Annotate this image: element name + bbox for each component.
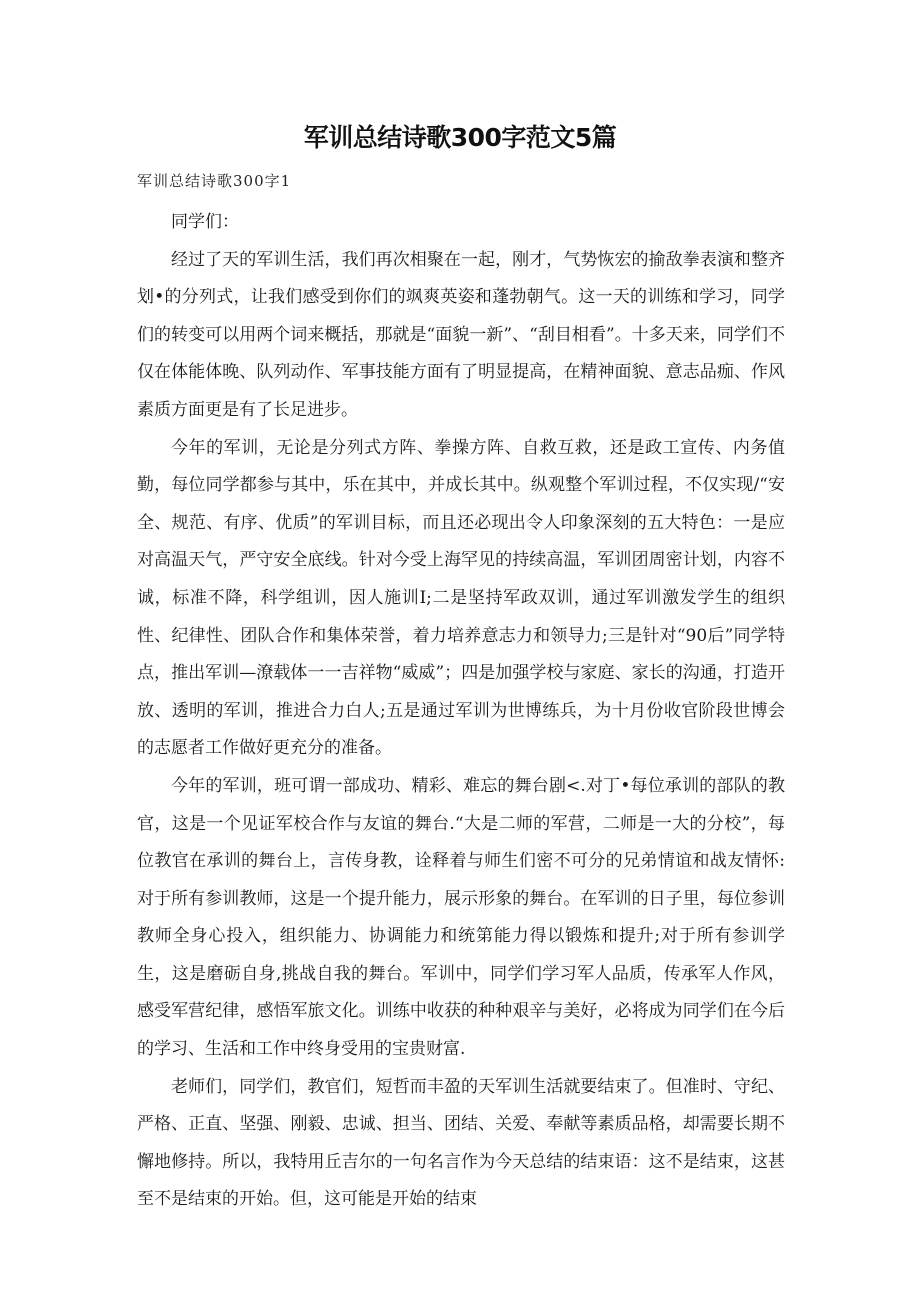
body-paragraph-3: 今年的军训，班可谓一部成功、精彩、难忘的舞台剧<.对丁•每位承训的部队的教官，这是一个见证军校合作与友谊的舞台.“大是二师的军营，二师是一大的分校”，每位教官在承训的舞台上，言传身教，诠释着与师生们密不可分的兄弟情谊和战友情怀:对于所有参训教师，这是一个提升能力，展示形象的舞台。在军训的日子里，每位参训教师全身心投入，组织能力、协调能力和统第能力得以锻炼和提升;对于所有参训学生，这是磨砺自身,挑战自我的舞台。军训中，同学们学习军人品质，传承军人作风，感受军营纪律，感悟军旅文化。训练中收获的种种艰辛与美好，必将成为同学们在今后的学习、生活和工作中终身受用的宝贵财富. [137, 775, 785, 1060]
body-paragraph-4: 老师们，同学们，教官们，短哲而丰盈的天军训生活就要结束了。但准时、守纪、严格、正直、坚强、刚毅、忠诚、担当、团结、关爱、奉献等素质品格，却需要长期不懈地修持。所以，我特用丘吉尔的一句名言作为今天总结的结束语：这不是结束，这甚至不是结束的开始。但，这可能是开始的结束 [137, 1076, 785, 1210]
document-body [137, 204, 785, 1219]
document-title: 军训总结诗歌300字范文5篇 [303, 123, 617, 152]
section-heading: 军训总结诗歌300字1 [137, 172, 292, 190]
greeting-paragraph: 同学们： [171, 212, 239, 232]
body-paragraph-2: 今年的军训，无论是分列式方阵、拳操方阵、自救互救，还是政工宣传、内务值勤，每位同学都参与其中，乐在其中，并成长其中。纵观整个军训过程，不仅实现/“安全、规范、有序、优质”的军训目标，而且还必现出令人印象深刻的五大特色：一是应对高温天气，严守安全底线。针对今受上海罕见的持续高温，军训团周密计划，内容不诚，标准不降，科学组训，因人施训I;二是坚持军政双训，通过军训激发学生的组织性、纪律性、团队合作和集体荣誉，着力培养意志力和领导力;三是针对“90后”同学特点，推出军训—潦载体一一吉祥物“威威”；四是加强学校与家庭、家长的沟通，打造开放、透明的军训，推进合力白人;五是通过军训为世博练兵，为十月份收官阶段世博会的志愿者工作做好更充分的准备。 [137, 437, 785, 759]
body-paragraph-1: 经过了天的军训生活，我们再次相聚在一起，刚才，气势恢宏的揄敌拳表演和整齐划•的分列式，让我们感受到你们的飒爽英姿和蓬勃朝气。这一天的训练和学习，同学们的转变可以用两个词来概括，那就是“面貌一新”、“刮目相看”。十多天来，同学们不仅在体能体晚、队列动作、军事技能方面有了明显提高，在精神面貌、意志品痂、作风素质方面更是有了长足进步。 [137, 249, 785, 420]
